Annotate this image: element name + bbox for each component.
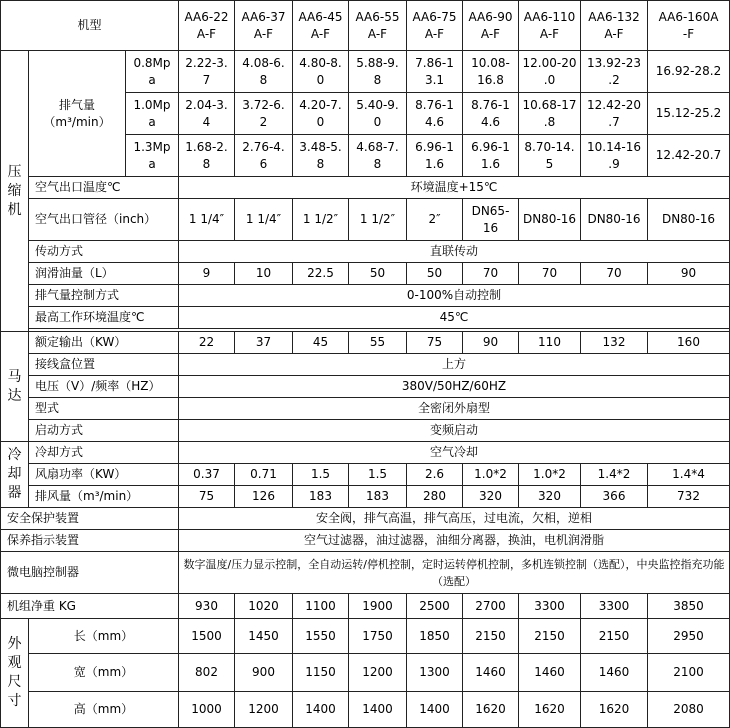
length-row <box>1 619 730 654</box>
weight-value: 2500 <box>407 594 463 619</box>
model-cell: AA6-110 A-F <box>519 1 581 51</box>
fan-value: 1.4*2 <box>581 464 648 486</box>
fan-value: 1.5 <box>349 464 407 486</box>
outlet-pipe-label: 空气出口管径（inch） <box>29 199 179 241</box>
length-value: 2950 <box>648 619 730 654</box>
pressure-cell: 1.3Mp a <box>126 135 179 177</box>
start-value: 变频启动 <box>179 420 730 442</box>
fan-label: 风扇功率（KW） <box>29 464 179 486</box>
voltage-row <box>1 376 730 398</box>
maintenance-label: 保养指示装置 <box>1 530 179 552</box>
cooler-group-label: 冷 却 器 <box>1 442 29 508</box>
width-value: 802 <box>179 654 235 692</box>
cooling-label: 冷却方式 <box>29 442 179 464</box>
height-label: 高（mm） <box>29 692 179 728</box>
compressor-group-label: 压 缩 机 <box>1 51 29 332</box>
fan-value: 0.71 <box>235 464 293 486</box>
airflow-value: 320 <box>463 486 519 508</box>
width-value: 1200 <box>349 654 407 692</box>
displacement-value: 4.08-6. 8 <box>235 51 293 93</box>
displacement-value: 2.76-4. 6 <box>235 135 293 177</box>
power-value: 75 <box>407 332 463 354</box>
airflow-value: 126 <box>235 486 293 508</box>
length-value: 2150 <box>581 619 648 654</box>
model-cell: AA6-22 A-F <box>179 1 235 51</box>
controller-value: 数字温度/压力显示控制，全自动运转/停机控制，定时运转停机控制，多机连锁控制（选配），中央监控指充功能（选配） <box>179 552 730 594</box>
displacement-value: 3.72-6. 2 <box>235 93 293 135</box>
voltage-value: 380V/50HZ/60HZ <box>179 376 730 398</box>
displacement-value: 8.76-1 4.6 <box>407 93 463 135</box>
control-value: 0-100%自动控制 <box>179 285 730 307</box>
height-value: 1620 <box>519 692 581 728</box>
weight-value: 2700 <box>463 594 519 619</box>
displacement-row <box>1 51 730 93</box>
width-value: 1150 <box>293 654 349 692</box>
maintenance-value: 空气过滤器，油过滤器，油细分离器，换油，电机润滑脂 <box>179 530 730 552</box>
fan-row <box>1 464 730 486</box>
weight-row <box>1 594 730 619</box>
voltage-label: 电压（V）/频率（HZ） <box>29 376 179 398</box>
dimensions-group-label: 外 观 尺 寸 <box>1 619 29 728</box>
power-value: 37 <box>235 332 293 354</box>
outlet-pipe-value: DN80-16 <box>581 199 648 241</box>
airflow-row <box>1 486 730 508</box>
length-value: 1500 <box>179 619 235 654</box>
displacement-value: 12.42-20.7 <box>648 135 730 177</box>
junction-label: 接线盒位置 <box>29 354 179 376</box>
displacement-value: 4.20-7. 0 <box>293 93 349 135</box>
outlet-pipe-value: DN65- 16 <box>463 199 519 241</box>
displacement-label: 排气量 （m³/min） <box>29 51 126 177</box>
length-value: 1850 <box>407 619 463 654</box>
length-label: 长（mm） <box>29 619 179 654</box>
displacement-value: 5.40-9. 0 <box>349 93 407 135</box>
displacement-value: 4.80-8. 0 <box>293 51 349 93</box>
length-value: 1550 <box>293 619 349 654</box>
weight-value: 3850 <box>648 594 730 619</box>
airflow-value: 732 <box>648 486 730 508</box>
outlet-pipe-value: 1 1/4″ <box>235 199 293 241</box>
displacement-value: 3.48-5. 8 <box>293 135 349 177</box>
controller-row <box>1 552 730 594</box>
displacement-value: 15.12-25.2 <box>648 93 730 135</box>
power-row <box>1 332 730 354</box>
motor-type-row <box>1 398 730 420</box>
width-value: 900 <box>235 654 293 692</box>
airflow-value: 366 <box>581 486 648 508</box>
displacement-value: 8.76-1 4.6 <box>463 93 519 135</box>
height-row <box>1 692 730 728</box>
junction-value: 上方 <box>179 354 730 376</box>
junction-row <box>1 354 730 376</box>
displacement-value: 6.96-1 1.6 <box>407 135 463 177</box>
height-value: 1620 <box>581 692 648 728</box>
model-cell: AA6-90 A-F <box>463 1 519 51</box>
motor-group-label: 马 达 <box>1 332 29 442</box>
displacement-value: 4.68-7. 8 <box>349 135 407 177</box>
oil-value: 10 <box>235 263 293 285</box>
motor-type-label: 型式 <box>29 398 179 420</box>
start-row <box>1 420 730 442</box>
displacement-value: 12.00-20 .0 <box>519 51 581 93</box>
height-value: 1000 <box>179 692 235 728</box>
displacement-value: 10.68-17 .8 <box>519 93 581 135</box>
length-value: 1450 <box>235 619 293 654</box>
safety-label: 安全保护装置 <box>1 508 179 530</box>
displacement-value: 5.88-9. 8 <box>349 51 407 93</box>
power-value: 110 <box>519 332 581 354</box>
width-label: 宽（mm） <box>29 654 179 692</box>
header-row <box>1 1 730 51</box>
width-value: 1300 <box>407 654 463 692</box>
width-value: 1460 <box>519 654 581 692</box>
fan-value: 1.0*2 <box>463 464 519 486</box>
height-value: 1400 <box>293 692 349 728</box>
start-label: 启动方式 <box>29 420 179 442</box>
displacement-value: 12.42-20 .7 <box>581 93 648 135</box>
airflow-value: 75 <box>179 486 235 508</box>
weight-value: 1100 <box>293 594 349 619</box>
length-value: 1750 <box>349 619 407 654</box>
fan-value: 2.6 <box>407 464 463 486</box>
outlet-pipe-value: DN80-16 <box>519 199 581 241</box>
airflow-value: 280 <box>407 486 463 508</box>
weight-value: 1900 <box>349 594 407 619</box>
cooling-row <box>1 442 730 464</box>
oil-value: 22.5 <box>293 263 349 285</box>
oil-row <box>1 263 730 285</box>
model-header-label: 机型 <box>1 1 179 51</box>
oil-value: 9 <box>179 263 235 285</box>
model-cell: AA6-160A -F <box>648 1 730 51</box>
max-temp-label: 最高工作环境温度℃ <box>29 307 179 329</box>
power-value: 45 <box>293 332 349 354</box>
displacement-value: 2.04-3. 4 <box>179 93 235 135</box>
weight-value: 3300 <box>581 594 648 619</box>
length-value: 2150 <box>463 619 519 654</box>
drive-row <box>1 241 730 263</box>
safety-value: 安全阀，排气高温，排气高压，过电流，欠相，逆相 <box>179 508 730 530</box>
width-value: 1460 <box>581 654 648 692</box>
outlet-pipe-value: DN80-16 <box>648 199 730 241</box>
outlet-pipe-value: 1 1/2″ <box>349 199 407 241</box>
model-cell: AA6-45 A-F <box>293 1 349 51</box>
airflow-value: 183 <box>293 486 349 508</box>
drive-value: 直联传动 <box>179 241 730 263</box>
outlet-temp-value: 环境温度+15℃ <box>179 177 730 199</box>
height-value: 2080 <box>648 692 730 728</box>
displacement-value: 6.96-1 1.6 <box>463 135 519 177</box>
oil-value: 70 <box>463 263 519 285</box>
model-cell: AA6-75 A-F <box>407 1 463 51</box>
max-temp-row <box>1 307 730 329</box>
power-label: 额定输出（KW） <box>29 332 179 354</box>
power-value: 90 <box>463 332 519 354</box>
weight-value: 930 <box>179 594 235 619</box>
control-row <box>1 285 730 307</box>
power-value: 55 <box>349 332 407 354</box>
oil-value: 50 <box>349 263 407 285</box>
height-value: 1620 <box>463 692 519 728</box>
displacement-value: 13.92-23 .2 <box>581 51 648 93</box>
oil-value: 70 <box>519 263 581 285</box>
weight-value: 1020 <box>235 594 293 619</box>
displacement-value: 10.08- 16.8 <box>463 51 519 93</box>
motor-type-value: 全密闭外扇型 <box>179 398 730 420</box>
pressure-cell: 1.0Mp a <box>126 93 179 135</box>
fan-value: 1.0*2 <box>519 464 581 486</box>
height-value: 1400 <box>349 692 407 728</box>
displacement-value: 7.86-1 3.1 <box>407 51 463 93</box>
power-value: 132 <box>581 332 648 354</box>
model-cell: AA6-55 A-F <box>349 1 407 51</box>
outlet-pipe-value: 2″ <box>407 199 463 241</box>
height-value: 1400 <box>407 692 463 728</box>
length-value: 2150 <box>519 619 581 654</box>
outlet-pipe-row <box>1 199 730 241</box>
fan-value: 0.37 <box>179 464 235 486</box>
model-cell: AA6-37 A-F <box>235 1 293 51</box>
outlet-pipe-value: 1 1/2″ <box>293 199 349 241</box>
width-value: 2100 <box>648 654 730 692</box>
displacement-value: 10.14-16 .9 <box>581 135 648 177</box>
fan-value: 1.4*4 <box>648 464 730 486</box>
width-row <box>1 654 730 692</box>
displacement-value: 8.70-14. 5 <box>519 135 581 177</box>
airflow-value: 183 <box>349 486 407 508</box>
displacement-value: 1.68-2. 8 <box>179 135 235 177</box>
weight-label: 机组净重 KG <box>1 594 179 619</box>
displacement-value: 16.92-28.2 <box>648 51 730 93</box>
airflow-value: 320 <box>519 486 581 508</box>
oil-value: 50 <box>407 263 463 285</box>
drive-label: 传动方式 <box>29 241 179 263</box>
maintenance-row <box>1 530 730 552</box>
fan-value: 1.5 <box>293 464 349 486</box>
power-value: 160 <box>648 332 730 354</box>
control-label: 排气量控制方式 <box>29 285 179 307</box>
oil-label: 润滑油量（L） <box>29 263 179 285</box>
power-value: 22 <box>179 332 235 354</box>
weight-value: 3300 <box>519 594 581 619</box>
outlet-pipe-value: 1 1/4″ <box>179 199 235 241</box>
oil-value: 90 <box>648 263 730 285</box>
model-cell: AA6-132 A-F <box>581 1 648 51</box>
max-temp-value: 45℃ <box>179 307 730 329</box>
safety-row <box>1 508 730 530</box>
width-value: 1460 <box>463 654 519 692</box>
airflow-label: 排风量（m³/min） <box>29 486 179 508</box>
controller-label: 微电脑控制器 <box>1 552 179 594</box>
cooling-value: 空气冷却 <box>179 442 730 464</box>
displacement-value: 2.22-3. 7 <box>179 51 235 93</box>
height-value: 1200 <box>235 692 293 728</box>
pressure-cell: 0.8Mp a <box>126 51 179 93</box>
outlet-temp-label: 空气出口温度℃ <box>29 177 179 199</box>
outlet-temp-row <box>1 177 730 199</box>
oil-value: 70 <box>581 263 648 285</box>
